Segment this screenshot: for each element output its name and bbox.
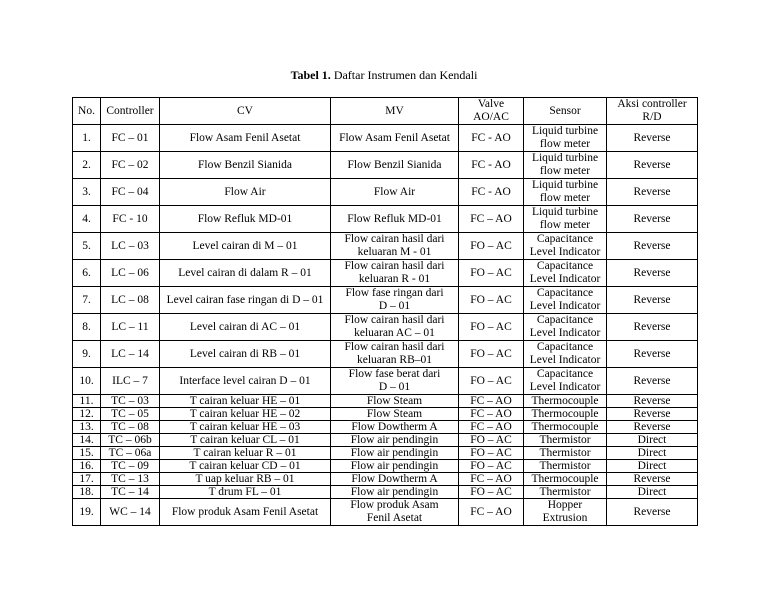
header-aksi [607, 98, 698, 125]
cell-sensor [524, 368, 607, 395]
cell-aksi: Reverse [607, 260, 698, 287]
cell-controller: TC – 06a [101, 447, 160, 460]
cell-sensor [524, 152, 607, 179]
cell-cv: T drum FL – 01 [160, 486, 331, 499]
cell-mv [331, 179, 459, 206]
cell-cv: Flow produk Asam Fenil Asetat [160, 499, 331, 526]
cell-sensor-line: flow meter [539, 192, 591, 204]
cell-controller: ILC – 7 [101, 368, 160, 395]
cell-aksi: Direct [607, 434, 698, 447]
cell-aksi: Reverse [607, 499, 698, 526]
cell-sensor-line: Level Indicator [529, 354, 601, 366]
cell-sensor-line: Capacitance [536, 368, 594, 380]
cell-sensor [524, 421, 607, 434]
cell-mv-line: Flow produk Asam [350, 499, 439, 511]
cell-aksi: Reverse [607, 179, 698, 206]
cell-controller: FC – 01 [101, 125, 160, 152]
cell-mv [331, 206, 459, 233]
cell-controller: WC – 14 [101, 499, 160, 526]
cell-valve: FO – AC [459, 233, 524, 260]
header-valve-line1: Valve [477, 98, 505, 110]
cell-sensor-line: Capacitance [536, 233, 594, 245]
header-aksi-line2: R/D [642, 111, 662, 123]
cell-valve: FO – AC [459, 341, 524, 368]
cell-valve: FC – AO [459, 499, 524, 526]
header-aksi-line1: Aksi controller [617, 98, 687, 110]
cell-cv: Flow Asam Fenil Asetat [160, 125, 331, 152]
cell-sensor [524, 395, 607, 408]
cell-mv-line: Flow Dowtherm A [351, 421, 438, 433]
cell-mv-line: Flow Dowtherm A [351, 473, 438, 485]
cell-sensor [524, 499, 607, 526]
cell-mv-line: D – 01 [378, 300, 411, 312]
cell-cv: Flow Refluk MD-01 [160, 206, 331, 233]
cell-controller: TC – 13 [101, 473, 160, 486]
cell-aksi: Reverse [607, 152, 698, 179]
cell-mv [331, 473, 459, 486]
cell-mv-line: D – 01 [378, 381, 411, 393]
cell-sensor-line: Thermistor [539, 434, 591, 446]
cell-no: 15. [73, 447, 101, 460]
cell-mv-line: Flow Steam [366, 395, 423, 407]
table-body [73, 125, 698, 526]
cell-aksi: Reverse [607, 368, 698, 395]
table-row [73, 125, 698, 152]
header-row [73, 98, 698, 125]
cell-valve: FO – AC [459, 434, 524, 447]
cell-mv [331, 408, 459, 421]
cell-sensor [524, 287, 607, 314]
cell-controller: FC – 02 [101, 152, 160, 179]
cell-no: 9. [73, 341, 101, 368]
cell-mv-line: Flow cairan hasil dari [344, 260, 445, 272]
table-row [73, 314, 698, 341]
cell-aksi: Direct [607, 447, 698, 460]
cell-valve: FO – AC [459, 368, 524, 395]
cell-sensor [524, 341, 607, 368]
cell-valve: FC – AO [459, 421, 524, 434]
table-row [73, 460, 698, 473]
cell-sensor [524, 447, 607, 460]
table-row [73, 287, 698, 314]
cell-controller: FC – 04 [101, 179, 160, 206]
cell-sensor-line: Level Indicator [529, 273, 601, 285]
cell-cv: Level cairan di AC – 01 [160, 314, 331, 341]
cell-valve: FO – AC [459, 314, 524, 341]
header-sensor: Sensor [524, 98, 607, 125]
cell-cv: T cairan keluar HE – 01 [160, 395, 331, 408]
cell-cv: T cairan keluar R – 01 [160, 447, 331, 460]
table-row [73, 408, 698, 421]
header-valve-line2: AO/AC [473, 111, 509, 123]
cell-no: 11. [73, 395, 101, 408]
cell-mv [331, 421, 459, 434]
cell-valve: FC - AO [459, 179, 524, 206]
cell-sensor [524, 260, 607, 287]
cell-cv: T uap keluar RB – 01 [160, 473, 331, 486]
table-row [73, 499, 698, 526]
cell-mv-line: Flow Refluk MD-01 [347, 212, 442, 225]
cell-controller: TC – 09 [101, 460, 160, 473]
cell-mv-line: Flow air pendingin [350, 434, 439, 446]
table-row [73, 486, 698, 499]
table-row [73, 473, 698, 486]
cell-mv-line: Flow Air [373, 185, 416, 198]
cell-mv-line: Flow air pendingin [350, 486, 439, 498]
cell-aksi: Direct [607, 460, 698, 473]
cell-sensor-line: flow meter [539, 165, 591, 177]
cell-controller: TC – 05 [101, 408, 160, 421]
cell-no: 18. [73, 486, 101, 499]
cell-mv-line: Flow Benzil Sianida [347, 158, 442, 171]
cell-valve: FC – AO [459, 395, 524, 408]
cell-sensor-line: Thermistor [539, 486, 591, 498]
header-valve [459, 98, 524, 125]
table-row [73, 233, 698, 260]
cell-mv-line: keluaran M - 01 [357, 246, 432, 258]
cell-sensor-line: Extrusion [542, 512, 588, 524]
cell-sensor-line: Capacitance [536, 287, 594, 299]
cell-cv: T cairan keluar CL – 01 [160, 434, 331, 447]
table-row [73, 341, 698, 368]
cell-no: 16. [73, 460, 101, 473]
cell-sensor-line: flow meter [539, 138, 591, 150]
cell-cv: Interface level cairan D – 01 [160, 368, 331, 395]
table-row [73, 152, 698, 179]
caption-text: Daftar Instrumen dan Kendali [330, 68, 478, 82]
cell-aksi: Reverse [607, 287, 698, 314]
cell-sensor-line: Liquid turbine [531, 179, 599, 191]
cell-mv [331, 125, 459, 152]
cell-mv [331, 447, 459, 460]
cell-mv [331, 260, 459, 287]
cell-controller: LC – 08 [101, 287, 160, 314]
cell-mv [331, 152, 459, 179]
cell-controller: TC – 03 [101, 395, 160, 408]
cell-sensor-line: Capacitance [536, 314, 594, 326]
cell-sensor-line: flow meter [539, 219, 591, 231]
header-no: No. [73, 98, 101, 125]
cell-no: 8. [73, 314, 101, 341]
cell-sensor [524, 125, 607, 152]
cell-no: 2. [73, 152, 101, 179]
cell-mv-line: Flow cairan hasil dari [344, 341, 445, 353]
cell-sensor-line: Liquid turbine [531, 125, 599, 137]
cell-aksi: Reverse [607, 473, 698, 486]
cell-sensor-line: Liquid turbine [531, 206, 599, 218]
cell-cv: Level cairan di M – 01 [160, 233, 331, 260]
cell-aksi: Reverse [607, 314, 698, 341]
cell-sensor-line: Level Indicator [529, 300, 601, 312]
cell-mv-line: Fenil Asetat [366, 512, 423, 524]
cell-mv [331, 368, 459, 395]
cell-mv-line: Flow fase berat dari [348, 368, 441, 380]
cell-mv-line: Flow cairan hasil dari [344, 314, 445, 326]
cell-aksi: Reverse [607, 125, 698, 152]
cell-controller: TC – 06b [101, 434, 160, 447]
table-row [73, 447, 698, 460]
cell-no: 7. [73, 287, 101, 314]
cell-controller: FC - 10 [101, 206, 160, 233]
cell-mv [331, 341, 459, 368]
cell-aksi: Reverse [607, 395, 698, 408]
table-row [73, 260, 698, 287]
cell-sensor [524, 460, 607, 473]
cell-mv-line: keluaran R - 01 [358, 273, 431, 285]
cell-mv [331, 233, 459, 260]
cell-controller: LC – 14 [101, 341, 160, 368]
cell-cv: Flow Benzil Sianida [160, 152, 331, 179]
cell-mv [331, 287, 459, 314]
cell-cv: Level cairan di RB – 01 [160, 341, 331, 368]
cell-no: 6. [73, 260, 101, 287]
cell-mv-line: keluaran AC – 01 [354, 327, 435, 339]
cell-sensor-line: Thermocouple [531, 421, 599, 433]
cell-sensor [524, 179, 607, 206]
cell-valve: FO – AC [459, 460, 524, 473]
cell-sensor-line: Capacitance [536, 260, 594, 272]
cell-valve: FC – AO [459, 408, 524, 421]
cell-valve: FC – AO [459, 206, 524, 233]
cell-no: 3. [73, 179, 101, 206]
cell-valve: FC - AO [459, 125, 524, 152]
cell-sensor-line: Thermistor [539, 447, 591, 459]
cell-controller: LC – 06 [101, 260, 160, 287]
cell-no: 1. [73, 125, 101, 152]
cell-no: 14. [73, 434, 101, 447]
cell-sensor [524, 206, 607, 233]
cell-cv: Flow Air [160, 179, 331, 206]
table-caption [0, 68, 768, 82]
cell-mv-line: Flow air pendingin [350, 447, 439, 459]
table-row [73, 206, 698, 233]
cell-mv-line: keluaran RB–01 [356, 354, 433, 366]
header-cv: CV [160, 98, 331, 125]
cell-sensor-line: Level Indicator [529, 327, 601, 339]
instrument-table [72, 97, 698, 526]
cell-mv-line: Flow Asam Fenil Asetat [339, 131, 450, 144]
cell-mv-line: Flow Steam [366, 408, 423, 420]
cell-controller: TC – 08 [101, 421, 160, 434]
cell-cv: Level cairan fase ringan di D – 01 [160, 287, 331, 314]
cell-sensor-line: Thermocouple [531, 395, 599, 407]
cell-no: 13. [73, 421, 101, 434]
cell-sensor [524, 408, 607, 421]
cell-sensor-line: Hopper [547, 499, 583, 511]
cell-sensor-line: Capacitance [536, 341, 594, 353]
cell-mv-line: Flow cairan hasil dari [344, 233, 445, 245]
cell-mv-line: Flow fase ringan dari [345, 287, 444, 299]
cell-cv: T cairan keluar HE – 03 [160, 421, 331, 434]
cell-aksi: Reverse [607, 408, 698, 421]
cell-controller: LC – 03 [101, 233, 160, 260]
cell-sensor-line: Thermistor [539, 460, 591, 472]
cell-no: 17. [73, 473, 101, 486]
cell-mv [331, 486, 459, 499]
cell-sensor-line: Thermocouple [531, 473, 599, 485]
cell-mv [331, 314, 459, 341]
cell-aksi: Direct [607, 486, 698, 499]
cell-aksi: Reverse [607, 206, 698, 233]
cell-mv [331, 499, 459, 526]
cell-sensor [524, 473, 607, 486]
cell-sensor [524, 486, 607, 499]
cell-cv: Level cairan di dalam R – 01 [160, 260, 331, 287]
cell-aksi: Reverse [607, 341, 698, 368]
cell-no: 12. [73, 408, 101, 421]
cell-valve: FO – AC [459, 287, 524, 314]
cell-sensor-line: Thermocouple [531, 408, 599, 420]
cell-cv: T cairan keluar CD – 01 [160, 460, 331, 473]
header-controller: Controller [101, 98, 160, 125]
cell-aksi: Reverse [607, 233, 698, 260]
cell-sensor-line: Level Indicator [529, 381, 601, 393]
header-mv: MV [331, 98, 459, 125]
cell-valve: FC - AO [459, 152, 524, 179]
cell-controller: LC – 11 [101, 314, 160, 341]
cell-valve: FO – AC [459, 486, 524, 499]
cell-mv-line: Flow air pendingin [350, 460, 439, 472]
table-row [73, 368, 698, 395]
table-row [73, 395, 698, 408]
cell-valve: FO – AC [459, 447, 524, 460]
cell-sensor [524, 233, 607, 260]
cell-sensor-line: Liquid turbine [531, 152, 599, 164]
cell-mv [331, 434, 459, 447]
cell-no: 10. [73, 368, 101, 395]
cell-sensor [524, 314, 607, 341]
cell-valve: FC – AO [459, 473, 524, 486]
table-row [73, 179, 698, 206]
caption-label: Tabel 1. [290, 68, 331, 82]
table-row [73, 434, 698, 447]
cell-aksi: Reverse [607, 421, 698, 434]
table-row [73, 421, 698, 434]
cell-cv: T cairan keluar HE – 02 [160, 408, 331, 421]
cell-mv [331, 395, 459, 408]
cell-valve: FO – AC [459, 260, 524, 287]
cell-sensor-line: Level Indicator [529, 246, 601, 258]
cell-no: 4. [73, 206, 101, 233]
cell-no: 19. [73, 499, 101, 526]
cell-mv [331, 460, 459, 473]
cell-controller: TC – 14 [101, 486, 160, 499]
cell-no: 5. [73, 233, 101, 260]
cell-sensor [524, 434, 607, 447]
